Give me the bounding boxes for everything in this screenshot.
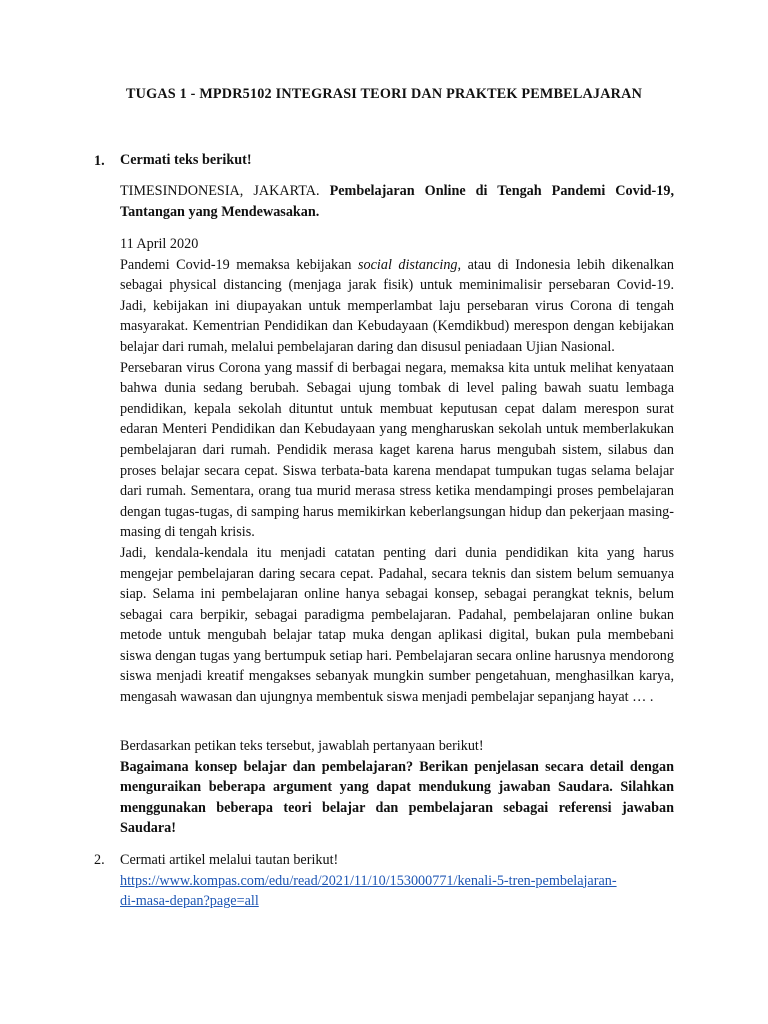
article-paragraph-1: [120, 255, 674, 358]
article-source: TIMESINDONESIA, JAKARTA.: [120, 183, 320, 199]
article-body: [120, 234, 674, 708]
article-link-line-2[interactable]: di-masa-depan?page=all: [120, 893, 259, 910]
article-link[interactable]: [120, 871, 674, 912]
question-2-content: [120, 850, 674, 912]
article-link-line-1[interactable]: https://www.kompas.com/edu/read/2021/11/10/153000771/kenali-5-tren-pembelajaran-: [120, 872, 617, 889]
question-1-heading: Cermati teks berikut!: [120, 152, 252, 168]
article-paragraph-3: Jadi, kendala-kendala itu menjadi catatan penting dari dunia pendidikan kita yang harus mengejar pembelajaran daring secara cepat. Padahal, secara teknis dan sistem belum semuanya siap. Selama ini pembelajaran online hanya sebagai konsep, sebagai perangkat teknis, belum sebagai cara berpikir, sebagai paradigma pembelajaran. Padahal, pembelajaran online bukan metode untuk mengubah belajar tatap muka dengan aplikasi digital, bukan pula membebani siswa dengan tugas yang bertumpuk setiap hari. Pembelajaran secara online harusnya mendorong siswa menjadi kreatif mengakses sebanyak mungkin sumber pengetahuan, menghasilkan karya, mengasah wawasan dan ujungnya membentuk siswa menjadi pembelajar sepanjang hayat … .: [120, 544, 674, 706]
article-date: 11 April 2020: [120, 236, 199, 252]
paragraph-1-rest: atau di Indonesia lebih dikenalkan sebagai physical distancing (menjaga jarak fisik) untuk meminimalisir persebaran Covid-19. Jadi, kebijakan ini diupayakan untuk memperlambat laju persebaran virus Corona di tengah masyarakat. Kementrian Pendidikan dan Kebudayaan (Kemdikbud) merespon dengan kebijakan belajar dari rumah, melalui pembelajaran daring dan disusul peniadaan Ujian Nasional.: [120, 256, 675, 355]
question-1-number: 1.: [94, 153, 105, 169]
question-text: Bagaimana konsep belajar dan pembelajaran? Berikan penjelasan secara detail dengan menguraikan beberapa argument yang dapat mendukung jawaban Saudara. Silahkan menggunakan beberapa teori belajar dan pembelajaran sebagai referensi jawaban Saudara!: [120, 758, 674, 837]
article-header: [120, 181, 674, 222]
document-title: TUGAS 1 - MPDR5102 INTEGRASI TEORI DAN PRAKTEK PEMBELAJARAN: [125, 86, 643, 102]
article-paragraph-2: Persebaran virus Corona yang massif di berbagai negara, memaksa kita untuk melihat kenyataan bahwa dunia sedang berubah. Sebagai ujung tombak di level paling bawah suatu lembaga pendidikan, kepala sekolah dituntut untuk membuat keputusan cepat dalam merespon surat edaran Menteri Pendidikan dan Kebudayaan yang mengharuskan sekolah untuk memberlakukan pembelajaran dari rumah. Pendidik merasa kaget karena harus mengubah sistem, silabus dan proses belajar secara cepat. Siswa terbata-bata karena mendapat tumpukan tugas selama belajar dari rumah. Sementara, orang tua murid merasa stress ketika mendampingi proses pembelajaran dengan tugas-tugas, di samping harus memikirkan keberlangsungan hidup dan pekerjaan masing-masing di tengah krisis.: [120, 359, 674, 541]
question-2-heading: Cermati artikel melalui tautan berikut!: [120, 852, 339, 868]
question-section: [120, 736, 674, 839]
article-title: Pembelajaran Online di Tengah Pandemi Covid-19, Tantangan yang Mendewasakan.: [120, 183, 674, 220]
question-instruction: Berdasarkan petikan teks tersebut, jawablah pertanyaan berikut!: [120, 738, 484, 754]
paragraph-1-italic-term: social distancing,: [358, 256, 462, 273]
paragraph-1-start: Pandemi Covid-19 memaksa kebijakan: [120, 256, 352, 273]
question-2-number: 2.: [94, 852, 105, 868]
